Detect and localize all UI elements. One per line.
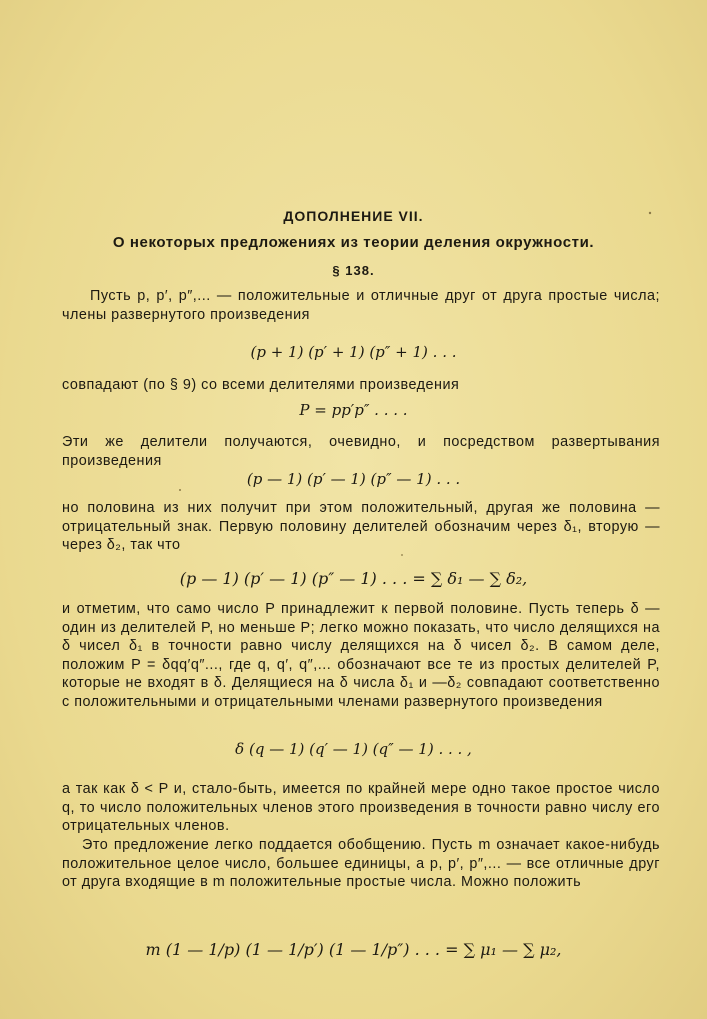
paragraph-3: Эти же делители получаются, очевидно, и посредством развертывания произведения [62, 434, 660, 469]
formula-product-minus: (p — 1) (p′ — 1) (p″ — 1) . . . [246, 470, 461, 488]
paragraph-2: совпадают (по § 9) со всеми делителями произведения [62, 377, 460, 393]
paragraph-1: Пусть p, p′, p″,... — положительные и отличные друг от друга простые числа; члены развернутого произведения [62, 288, 660, 323]
formula-product-plus: (p + 1) (p′ + 1) (p″ + 1) . . . [250, 343, 457, 361]
paragraph-5: и отметим, что само число P принадлежит к первой половине. Пусть теперь δ — один из делителей P, но меньше P; легко можно показать, что число делящихся на δ чисел δ₁ в точности равно числу делящихся на δ чисел δ₂. В самом деле, положим P = δqq′q″..., где q, q′, q″,... обозначают все те из простых делителей P, которые не входят в δ. Делящиеся на δ числа δ₁ и —δ₂ совпадают соответственно с положительными и отрицательными членами развернутого произведения [62, 601, 660, 710]
formula-sum-mu: m (1 — 1/p) (1 — 1/p′) (1 — 1/p″) . . . = ∑ μ₁ — ∑ μ₂, [145, 940, 562, 959]
paragraph-4: но половина из них получит при этом положительный, другая же половина — отрицательный знак. Первую половину делителей обозначим через δ₁, вторую — через δ₂, так что [62, 500, 660, 554]
formula-delta-product: δ (q — 1) (q′ — 1) (q″ — 1) . . . , [235, 740, 472, 758]
chapter-title: О некоторых предложениях из теории деления окружности. [112, 234, 595, 251]
formula-sum-deltas: (p — 1) (p′ — 1) (p″ — 1) . . . = ∑ δ₁ — ∑ δ₂, [179, 569, 528, 588]
section-number: § 138. [332, 263, 375, 278]
paragraph-6: а так как δ < P и, стало-быть, имеется по крайней мере одно такое простое число q, то число положительных членов этого произведения в точности равно числу его отрицательных членов. [62, 781, 660, 835]
supplement-heading: ДОПОЛНЕНИЕ VII. [283, 208, 424, 224]
paragraph-7: Это предложение легко поддается обобщению. Пусть m означает какое-нибудь положительное целое число, большее единицы, а p, p′, p″,... — все отличные друг от друга входящие в m положительные простые числа. Можно положить [62, 837, 660, 891]
formula-P-definition: P = pp′p″ . . . . [299, 401, 408, 419]
